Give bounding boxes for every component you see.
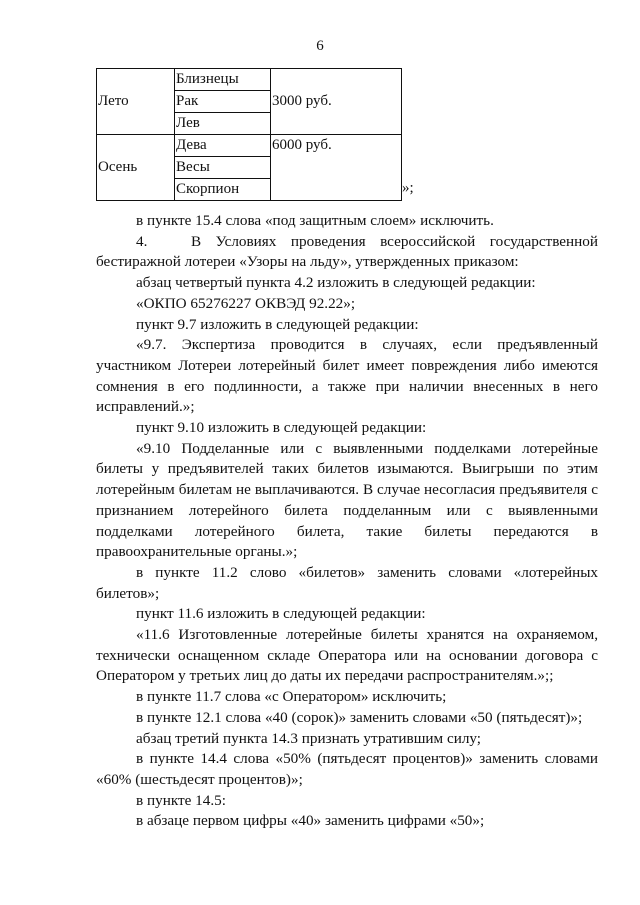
amount-cell: 3000 руб. — [271, 69, 402, 135]
sign-cell: Весы — [175, 157, 271, 179]
paragraph: в абзаце первом цифры «40» заменить цифрами «50»; — [136, 812, 485, 830]
amount-cell: 6000 руб. — [271, 135, 402, 201]
paragraph: «9.10 Подделанные или с выявленными подделками лотерейные билеты у предъявителей таких билетов изымаются. Выигрыши по этим лотерейным билетам не выплачиваются. В случае несогласия предъявителя с признанием лотерейного билета подделанным или с выявленными подделками лотерейного билета, такие билеты передаются в правоохранительные органы.»; — [96, 439, 598, 561]
paragraph: «11.6 Изготовленные лотерейные билеты хранятся на охраняемом, технически оснащенном складе Оператора или на основании договора с Оператором у третьих лиц до даты их передачи распространителям.»;; — [96, 626, 598, 685]
paragraph: пункт 11.6 изложить в следующей редакции: — [136, 605, 426, 623]
paragraph: в пункте 14.4 слова «50% (пятьдесят процентов)» заменить словами «60% (шестьдесят процентов)»; — [96, 750, 598, 788]
paragraph: пункт 9.10 изложить в следующей редакции: — [136, 419, 427, 437]
table-row — [97, 69, 402, 91]
sign-cell: Лев — [175, 113, 271, 135]
sign-cell: Близнецы — [175, 69, 271, 91]
paragraph: в пункте 12.1 слова «40 (сорок)» заменить словами «50 (пятьдесят)»; — [136, 708, 583, 726]
sign-cell: Скорпион — [175, 179, 271, 201]
document-body — [96, 211, 598, 832]
prize-table — [96, 68, 402, 201]
paragraph: в пункте 11.2 слово «билетов» заменить словами «лотерейных билетов»; — [96, 563, 598, 602]
paragraph: «ОКПО 65276227 ОКВЭД 92.22»; — [136, 294, 356, 312]
paragraph: в пункте 11.7 слова «с Оператором» исключить; — [136, 688, 447, 706]
page-number: 6 — [316, 38, 324, 54]
season-cell: Лето — [97, 69, 175, 135]
paragraph: «9.7. Экспертиза проводится в случаях, если предъявленный участником Лотереи лотерейный билет имеет повреждения либо имеются сомнения в его подлинности, а также при наличии внесенных в него исправлений.»; — [96, 336, 598, 416]
paragraph: абзац четвертый пункта 4.2 изложить в следующей редакции: — [136, 274, 536, 292]
sign-cell: Рак — [175, 91, 271, 113]
paragraph: пункт 9.7 изложить в следующей редакции: — [136, 315, 419, 333]
table-row — [97, 135, 402, 157]
paragraph: в пункте 15.4 слова «под защитным слоем» исключить. — [136, 212, 494, 229]
paragraph: 4. В Условиях проведения всероссийской государственной бестиражной лотереи «Узоры на льду», утвержденных приказом: — [96, 232, 598, 271]
sign-cell: Дева — [175, 135, 271, 157]
paragraph: в пункте 14.5: — [136, 791, 226, 809]
season-cell: Осень — [97, 135, 175, 201]
paragraph: абзац третий пункта 14.3 признать утратившим силу; — [136, 729, 482, 747]
table-closing-quote: »; — [402, 180, 414, 196]
